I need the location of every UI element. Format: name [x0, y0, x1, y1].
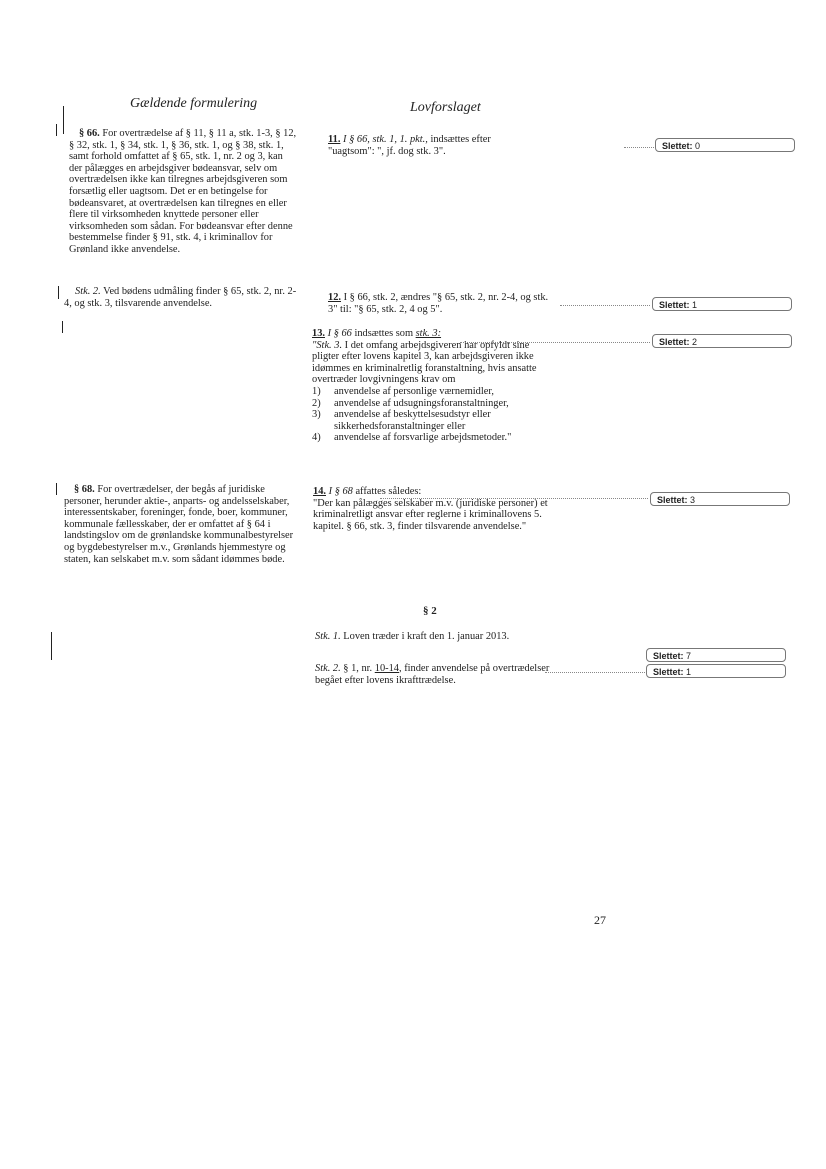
item-range-reference: 10-14 [374, 663, 399, 674]
list-item: 4) anvendelse af forsvarlige arbejdsmetoder." [312, 432, 512, 444]
paragraph-text: , finder anvendelse på overtrædelser begået efter lovens ikrafttrædelse. [315, 663, 550, 686]
change-bar [51, 632, 52, 660]
change-bar [56, 483, 57, 495]
item-number: 12. [328, 292, 341, 303]
change-bar [63, 106, 64, 134]
section-2-stk2 [315, 663, 555, 686]
deletion-comment[interactable]: Slettet: 1 [646, 664, 786, 678]
amendment-item-12 [328, 292, 560, 315]
stk-label: Stk. 2. [315, 663, 341, 674]
paragraph-text: Ved bødens udmåling finder § 65, stk. 2, nr. 2-4, og stk. 3, tilsvarende anvendelse. [64, 286, 297, 309]
section-label: § 68. [74, 484, 95, 495]
amendment-item-13 [312, 328, 548, 444]
list-item: 1) anvendelse af personlige værnemidler, [312, 385, 495, 397]
deletion-comment[interactable]: Slettet: 0 [655, 138, 795, 152]
comment-leader-line [624, 147, 654, 148]
left-column-heading: Gældende formulering [130, 96, 258, 111]
item-text: indsættes som [351, 328, 416, 339]
item-number: 11. [328, 134, 341, 145]
item-reference: I § 68 [326, 486, 353, 497]
section-2-stk1 [315, 631, 555, 643]
comment-leader-line [560, 305, 650, 306]
deletion-comment[interactable]: Slettet: 2 [652, 334, 792, 348]
page-number: 27 [594, 913, 606, 927]
comment-leader-line [545, 672, 645, 673]
paragraph-text: For overtrædelser, der begås af juridiske personer, herunder aktie-, anparts- og andelsselskaber, interessentskaber, foreninger, fonde, boer, kommuner, kommunale fællesskaber, der er omfattet af § 64 i landstingslov om de grønlandske kommunalbestyrelser og bygdebestyrelser m.v., Grønlands hjemmestyre og staten, kan selskabet m.v. som sådant idømmes bøde. [64, 484, 294, 565]
stk-label: Stk. 1. [315, 631, 341, 642]
stk-label: Stk. 2. [75, 286, 101, 297]
item-number: 14. [313, 486, 326, 497]
deletion-comment[interactable]: Slettet: 1 [652, 297, 792, 311]
change-bar [58, 286, 59, 299]
comment-leader-line [380, 498, 648, 499]
item-text: I § 66, stk. 2, ændres "§ 65, stk. 2, nr. 2-4, og stk. 3" til: "§ 65, stk. 2, 4 og 5". [328, 292, 549, 315]
paragraph-text: For overtrædelse af § 11, § 11 a, stk. 1-3, § 12, § 32, stk. 1, § 34, stk. 1, § 36, stk. 1, og § 38, stk. 1, samt forhold omfattet af § 65, stk. 1, nr. 2 og 3, kan der pålægges en arbejdsgiver bødeansvar, selv om overtrædelsen ikke kan tilregnes arbejdsgiveren som forsætlig eller uagtsom. Det er en betingelse for bødeansvaret, at overtrædelsen kan tilregnes en eller flere til virksomheden knyttede personer eller virksomheden som sådan. For bødeansvar efter denne bestemmelse finder § 91, stk. 4, i kriminallov for Grønland ikke anvendelse. [69, 128, 297, 255]
left-stk2 [64, 286, 300, 309]
left-paragraph-68 [64, 484, 300, 565]
deletion-comment[interactable]: Slettet: 3 [650, 492, 790, 506]
item-quote: "Der kan pålægges selskaber m.v. (juridiske personer) et kriminalretligt ansvar efter reglerne i kriminallovens 5. kapitel. § 66, stk. 3, finder tilsvarende anvendelse." [313, 497, 548, 532]
comment-leader-line [460, 342, 650, 343]
paragraph-text: § 1, nr. [340, 663, 375, 674]
section-label: § 66. [79, 128, 100, 139]
deletion-comment[interactable]: Slettet: 7 [646, 648, 786, 662]
item-reference: I § 66 [325, 328, 352, 339]
item-text: indsættes efter "uagtsom": ", jf. dog stk. 3". [328, 134, 491, 157]
quote-label: "Stk. 3. [312, 339, 343, 351]
amendment-item-14 [313, 486, 549, 532]
left-paragraph-66 [69, 128, 297, 256]
list-item: 2) anvendelse af udsugningsforanstaltninger, [312, 397, 509, 409]
change-bar [62, 321, 63, 333]
change-bar [56, 124, 57, 136]
section-2-heading: § 2 [423, 605, 437, 617]
item-text: affattes således: [352, 486, 422, 497]
paragraph-text: Loven træder i kraft den 1. januar 2013. [340, 631, 510, 642]
item-number: 13. [312, 328, 325, 339]
item-stk-reference: stk. 3: [415, 328, 442, 339]
item-reference: I § 66, stk. 1, 1. pkt., [340, 134, 428, 145]
right-column-heading: Lovforslaget [410, 100, 481, 115]
list-item: 3) anvendelse af beskyttelsesudstyr eller sikkerhedsforanstaltninger eller [312, 409, 491, 432]
quote-text: I det omfang arbejdsgiveren har opfyldt sine pligter efter lovens kapitel 3, kan arbejdsgiveren ikke idømmes en kriminalretlig foranstaltning, hvis ansatte overtræder lovgivningens krav om [312, 339, 537, 386]
amendment-item-11 [328, 134, 526, 157]
